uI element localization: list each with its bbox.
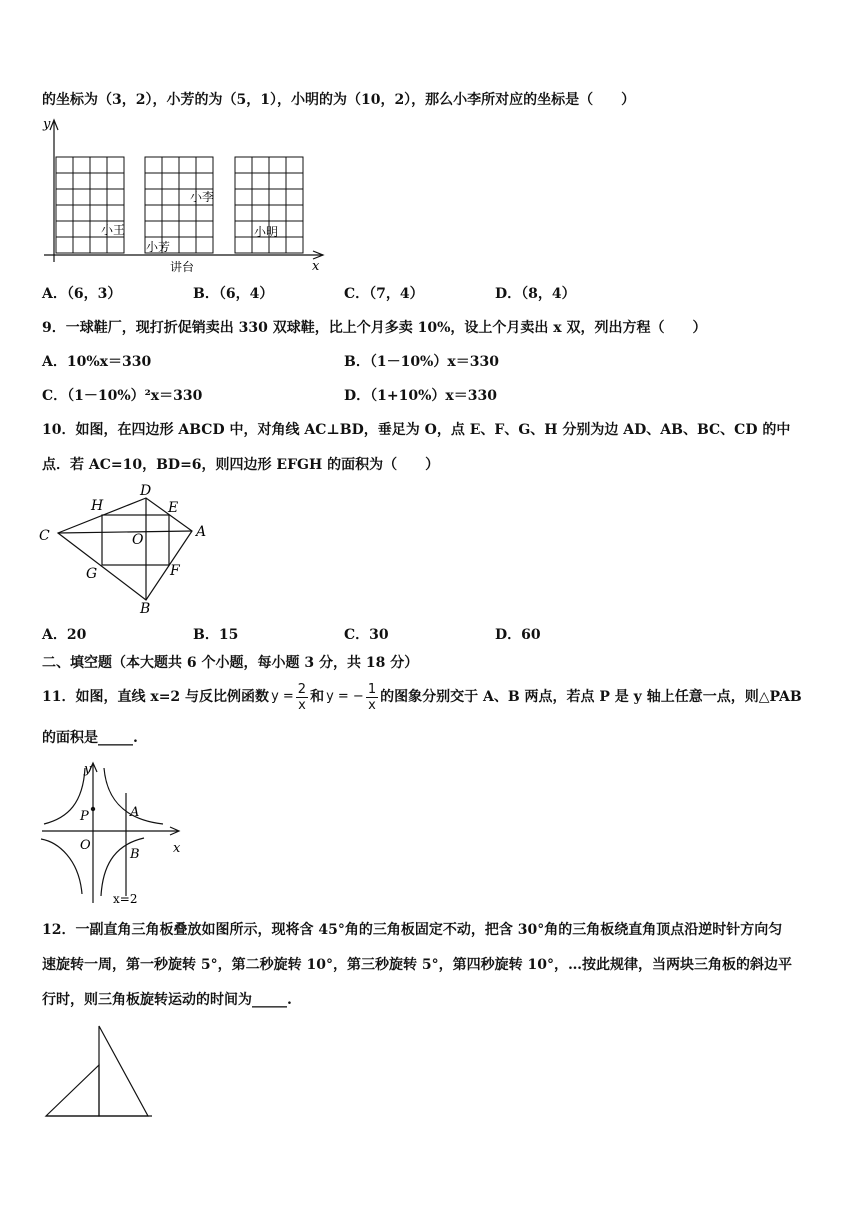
q11-stem-line1: [42, 677, 802, 717]
label-x-equals-2: x=2: [113, 892, 138, 906]
q11-f2-numerator: 1: [367, 681, 377, 697]
label-O: O: [132, 532, 144, 548]
q8-option-c: C．（7，4）: [344, 286, 424, 302]
q12-stem-line1: 12．一副直角三角板叠放如图所示，现将含 45°角的三角板固定不动，把含 30°角的三角板绕直角顶点沿逆时针方向匀: [42, 922, 783, 938]
q12-triangles-figure: [40, 1020, 160, 1120]
q11-f1-numerator: 2: [297, 681, 307, 697]
q8-option-a: A．（6，3）: [42, 286, 122, 302]
seat-grid-middle: [145, 157, 213, 253]
q9-option-c: C．（1－10%）²x＝330: [42, 388, 203, 404]
q8-seating-figure: [40, 112, 340, 277]
label-podium: 讲台: [170, 260, 195, 274]
q11-f2-lhs: y = −: [326, 689, 364, 704]
label-F: F: [170, 563, 180, 579]
label-xiaoming: 小明: [254, 225, 279, 239]
q12-stem-line2: 速旋转一周，第一秒旋转 5°，第二秒旋转 10°，第三秒旋转 5°，第四秒旋转 10°，…按此规律，当两块三角板的斜边平: [42, 957, 792, 973]
label-y: y: [84, 762, 92, 777]
label-A: A: [130, 805, 140, 820]
q11-and: 和: [310, 689, 325, 705]
q9-option-d: D．（1+10%）x＝330: [344, 388, 497, 404]
q8-option-d: D．（8，4）: [495, 286, 576, 302]
section-title: 二、填空题（本大题共 6 个小题，每小题 3 分，共 18 分）: [42, 655, 419, 671]
q9-option-b: B．（1－10%）x＝330: [344, 354, 499, 370]
q11-graph-figure: [38, 758, 188, 908]
q10-option-c: C．30: [344, 627, 389, 643]
q11-fraction-1: [296, 682, 308, 713]
q10-option-a: A．20: [42, 627, 87, 643]
q8-x-label: x: [312, 259, 320, 274]
label-O: O: [80, 838, 91, 853]
q11-fraction-2: [366, 682, 378, 713]
q8-option-b: B．（6，4）: [193, 286, 274, 302]
q10-quadrilateral-figure: [36, 480, 216, 618]
label-xiaofang: 小芳: [146, 240, 171, 254]
q8-y-label: y: [43, 117, 51, 132]
q11-stem-line2: 的面积是_____.: [42, 730, 138, 746]
label-E: E: [168, 500, 179, 516]
label-xiaoli: 小李: [190, 190, 215, 204]
q12-stem-line3: 行时，则三角板旋转运动的时间为_____.: [42, 992, 292, 1008]
label-G: G: [86, 566, 98, 582]
point-P: [91, 807, 95, 811]
q9-stem: 9．一球鞋厂，现打折促销卖出 330 双球鞋，比上个月多卖 10%，设上个月卖出 x 双，列出方程（ ）: [42, 320, 707, 336]
q10-stem-line2: 点．若 AC=10，BD=6，则四边形 EFGH 的面积为（ ）: [42, 457, 440, 473]
q9-option-a: A．10%x＝330: [42, 354, 152, 370]
label-B: B: [140, 601, 151, 617]
q11-f1-lhs: y =: [271, 689, 294, 704]
label-D: D: [140, 483, 152, 499]
q11-part2: 的图象分别交于 A、B 两点，若点 P 是 y 轴上任意一点，则△PAB: [380, 689, 802, 705]
q10-option-d: D．60: [495, 627, 541, 643]
seat-grid-left: [56, 157, 124, 253]
q11-part1: 11．如图，直线 x=2 与反比例函数: [42, 689, 270, 705]
q10-option-b: B．15: [193, 627, 239, 643]
q11-f1-denominator: x: [298, 697, 306, 713]
label-P: P: [80, 809, 89, 824]
label-H: H: [91, 498, 104, 514]
label-C: C: [39, 528, 50, 544]
q11-f2-denominator: x: [368, 697, 376, 713]
q8-stem: 的坐标为（3，2），小芳的为（5，1），小明的为（10，2），那么小李所对应的坐标是（ ）: [42, 92, 636, 108]
q10-stem-line1: 10．如图，在四边形 ABCD 中，对角线 AC⊥BD，垂足为 O，点 E、F、G、H 分别为边 AD、AB、BC、CD 的中: [42, 422, 791, 438]
label-A: A: [196, 524, 207, 540]
label-B: B: [130, 847, 140, 862]
label-xiaowang: 小王: [101, 223, 126, 237]
label-x: x: [173, 841, 181, 856]
